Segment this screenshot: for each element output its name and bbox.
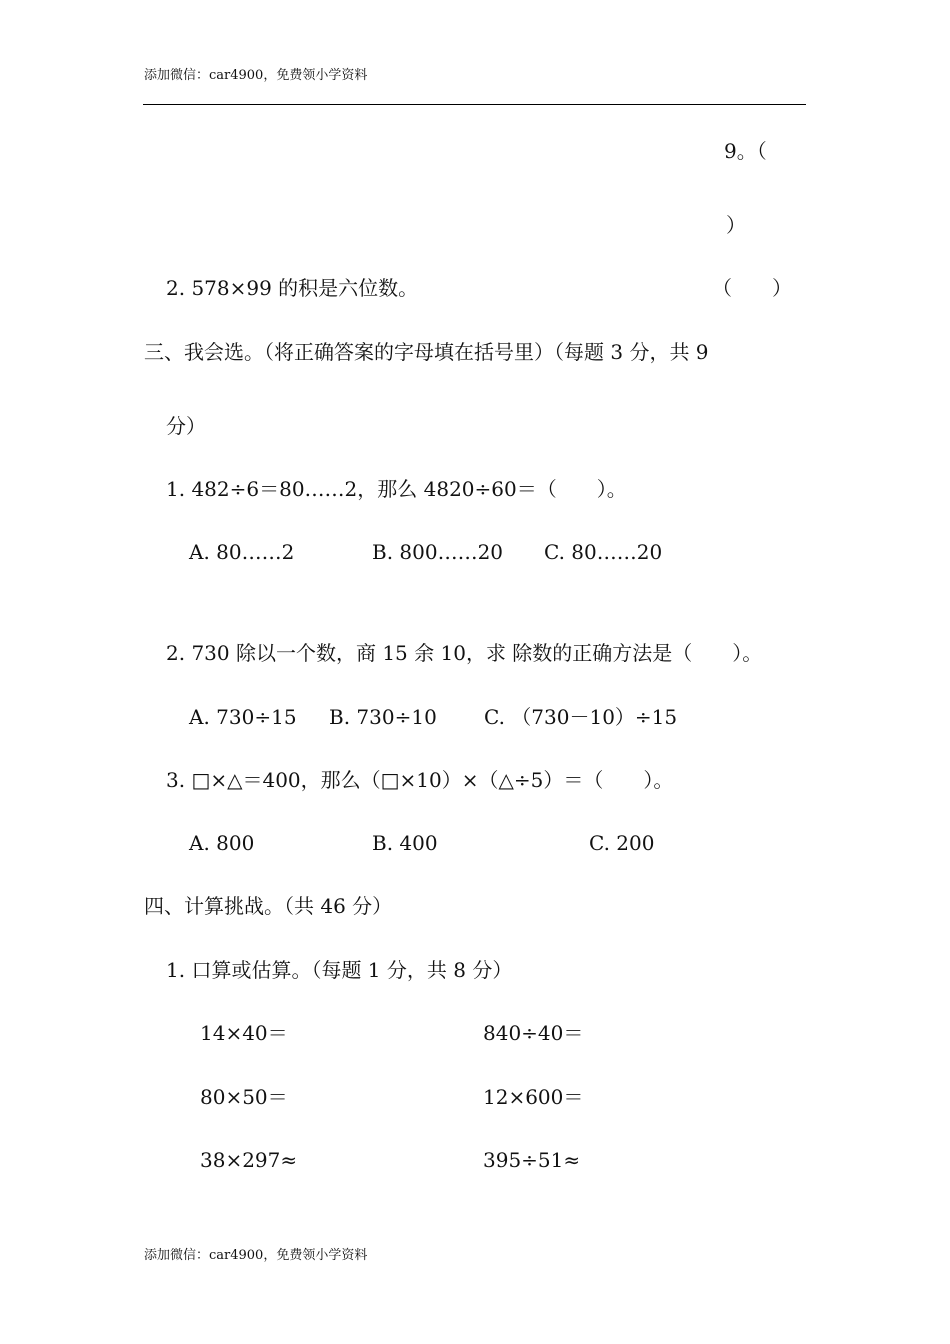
q2-option-a: A. 730÷15	[189, 705, 297, 729]
calc-problem: 38×297≈	[200, 1148, 298, 1172]
judge-question-2: 2. 578×99 的积是六位数。	[166, 276, 419, 300]
prev-question-tail: 9。（	[724, 139, 767, 163]
header-rule	[143, 104, 806, 105]
calc-problem: 80×50＝	[200, 1085, 288, 1109]
choice-question-1: 1. 482÷6＝80……2，那么 4820÷60＝（ ）。	[166, 477, 627, 501]
q1-option-c: C. 80……20	[544, 540, 663, 564]
section-3-heading: 三、我会选。（将正确答案的字母填在括号里）（每题 3 分，共 9	[144, 340, 709, 364]
section-4-heading: 四、计算挑战。（共 46 分）	[144, 894, 393, 918]
q1-option-a: A. 80……2	[189, 540, 295, 564]
prev-question-close-paren: ）	[726, 213, 746, 237]
q3-option-b: B. 400	[372, 831, 438, 855]
section-4-sub-1: 1. 口算或估算。（每题 1 分，共 8 分）	[166, 958, 513, 982]
q1-option-b: B. 800……20	[372, 540, 504, 564]
q3-option-c: C. 200	[589, 831, 655, 855]
footer-watermark: 添加微信：car4900，免费领小学资料	[144, 1248, 368, 1263]
q2-option-b: B. 730÷10	[329, 705, 437, 729]
q2-option-c: C. （730－10）÷15	[484, 705, 678, 729]
q3-option-a: A. 800	[189, 831, 255, 855]
choice-question-2: 2. 730 除以一个数，商 15 余 10，求 除数的正确方法是（ ）。	[166, 641, 763, 665]
calc-problem: 12×600＝	[483, 1085, 584, 1109]
calc-problem: 395÷51≈	[483, 1148, 581, 1172]
header-watermark: 添加微信：car4900，免费领小学资料	[144, 68, 368, 83]
choice-question-3: 3. □×△＝400，那么（□×10）×（△÷5）＝（ ）。	[166, 768, 674, 792]
judge-question-2-answer-paren: （ ）	[712, 276, 792, 300]
section-3-heading-cont: 分）	[166, 414, 206, 438]
calc-problem: 14×40＝	[200, 1021, 288, 1045]
calc-problem: 840÷40＝	[483, 1021, 584, 1045]
